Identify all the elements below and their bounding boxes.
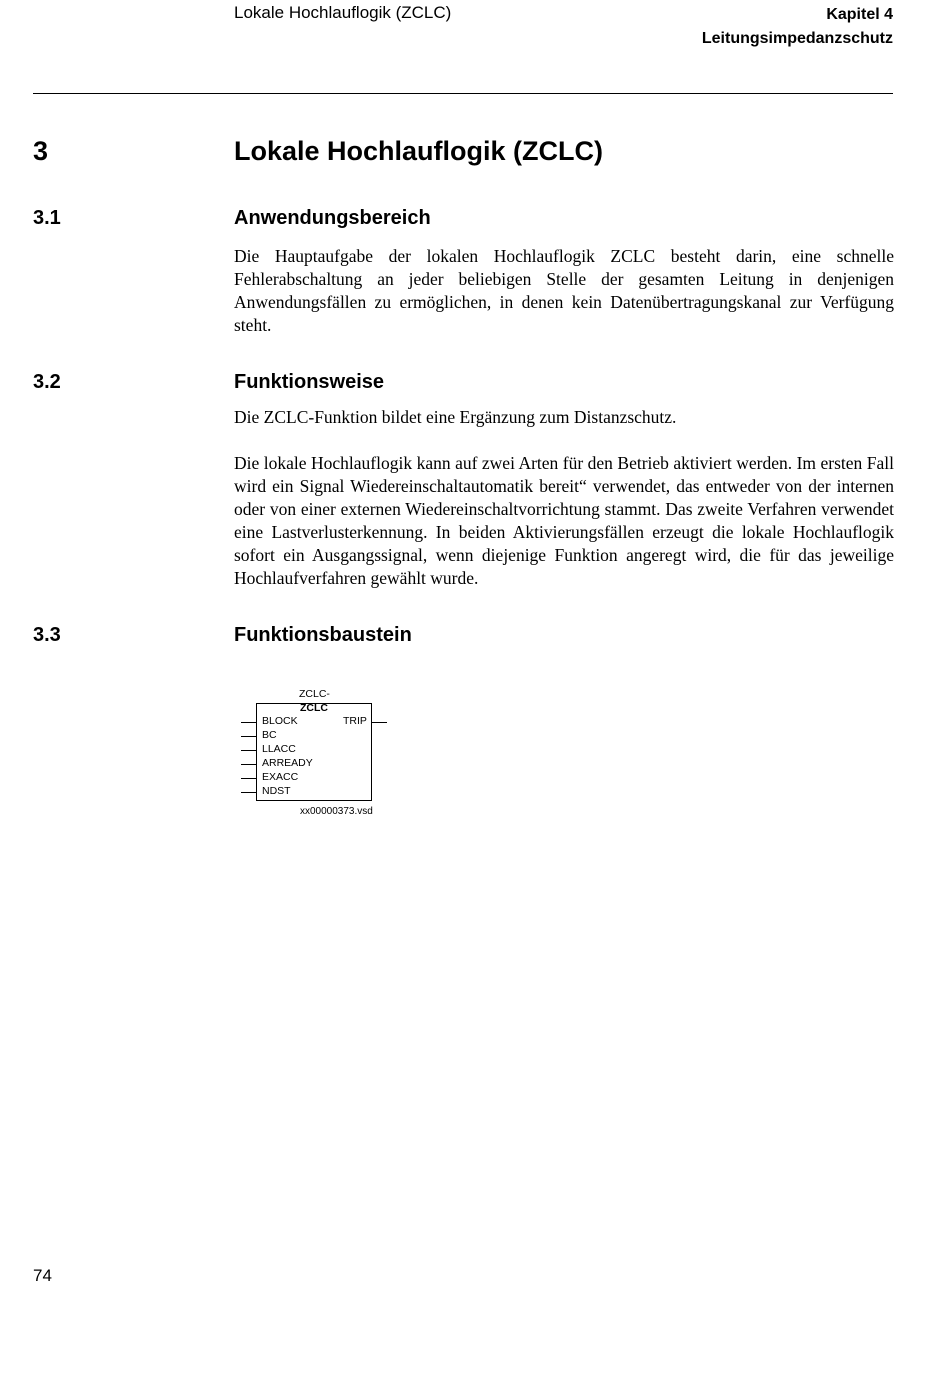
input-signal-label: BLOCK xyxy=(262,715,298,727)
input-signal-label: BC xyxy=(262,729,277,741)
running-header-title: Lokale Hochlauflogik (ZCLC) xyxy=(234,3,452,22)
subsection-number: 3.2 xyxy=(33,371,61,393)
input-signal-label: ARREADY xyxy=(262,757,313,769)
output-pin-line xyxy=(371,722,387,723)
input-pin-line xyxy=(241,750,257,751)
input-pin-line xyxy=(241,764,257,765)
input-pin-line xyxy=(241,792,257,793)
paragraph: Die Hauptaufgabe der lokalen Hochlauflogik ZCLC besteht darin, eine schnelle Fehlerabschaltung an jeder beliebigen Stelle der gesamten Leitung in denjenigen Anwendungsfällen zu ermöglichen, in denen kein Datenübertragungskanal zur Verfügung steht. xyxy=(234,246,894,335)
diagram-filename: xx00000373.vsd xyxy=(300,806,373,817)
output-signal-label: TRIP xyxy=(343,715,367,727)
input-pin-line xyxy=(241,736,257,737)
block-name: ZCLC xyxy=(300,702,328,714)
input-signal-label: NDST xyxy=(262,785,291,797)
chapter-number: Kapitel 4 xyxy=(826,6,893,23)
input-signal-label: LLACC xyxy=(262,743,296,755)
function-block-diagram xyxy=(220,680,420,830)
subsection-title: Funktionsweise xyxy=(234,371,385,393)
section-number: 3 xyxy=(33,136,49,166)
running-header-chapter xyxy=(702,3,893,51)
subsection-number: 3.3 xyxy=(33,624,61,646)
subsection-title: Funktionsbaustein xyxy=(234,624,412,646)
chapter-title: Leitungsimpedanzschutz xyxy=(701,30,893,47)
input-pin-line xyxy=(241,778,257,779)
page-number: 74 xyxy=(33,1266,52,1285)
paragraph: Die lokale Hochlauflogik kann auf zwei Arten für den Betrieb aktiviert werden. Im ersten Fall wird ein Signal Wiedereinschaltautomatik bereit“ verwendet, das entweder von der internen oder von einer externen Wiedereinschaltvorrichtung stammt. Das zweite Verfahren verwendet eine Lastverlusterkennung. In beiden Aktivierungsfällen erzeugt die lokale Hochlauflogik sofort ein Ausgangssignal, wenn diejenige Funktion angeregt wird, die für das jeweilige Hochlaufverfahren gewählt wurde. xyxy=(234,453,894,588)
section-title: Lokale Hochlauflogik (ZCLC) xyxy=(234,136,604,166)
input-pin-line xyxy=(241,722,257,723)
input-signal-label: EXACC xyxy=(262,771,299,783)
header-rule xyxy=(33,93,893,94)
subsection-title: Anwendungsbereich xyxy=(234,207,431,229)
subsection-number: 3.1 xyxy=(33,207,61,229)
block-prefix: ZCLC- xyxy=(299,688,330,700)
paragraph: Die ZCLC-Funktion bildet eine Ergänzung zum Distanzschutz. xyxy=(234,407,677,427)
